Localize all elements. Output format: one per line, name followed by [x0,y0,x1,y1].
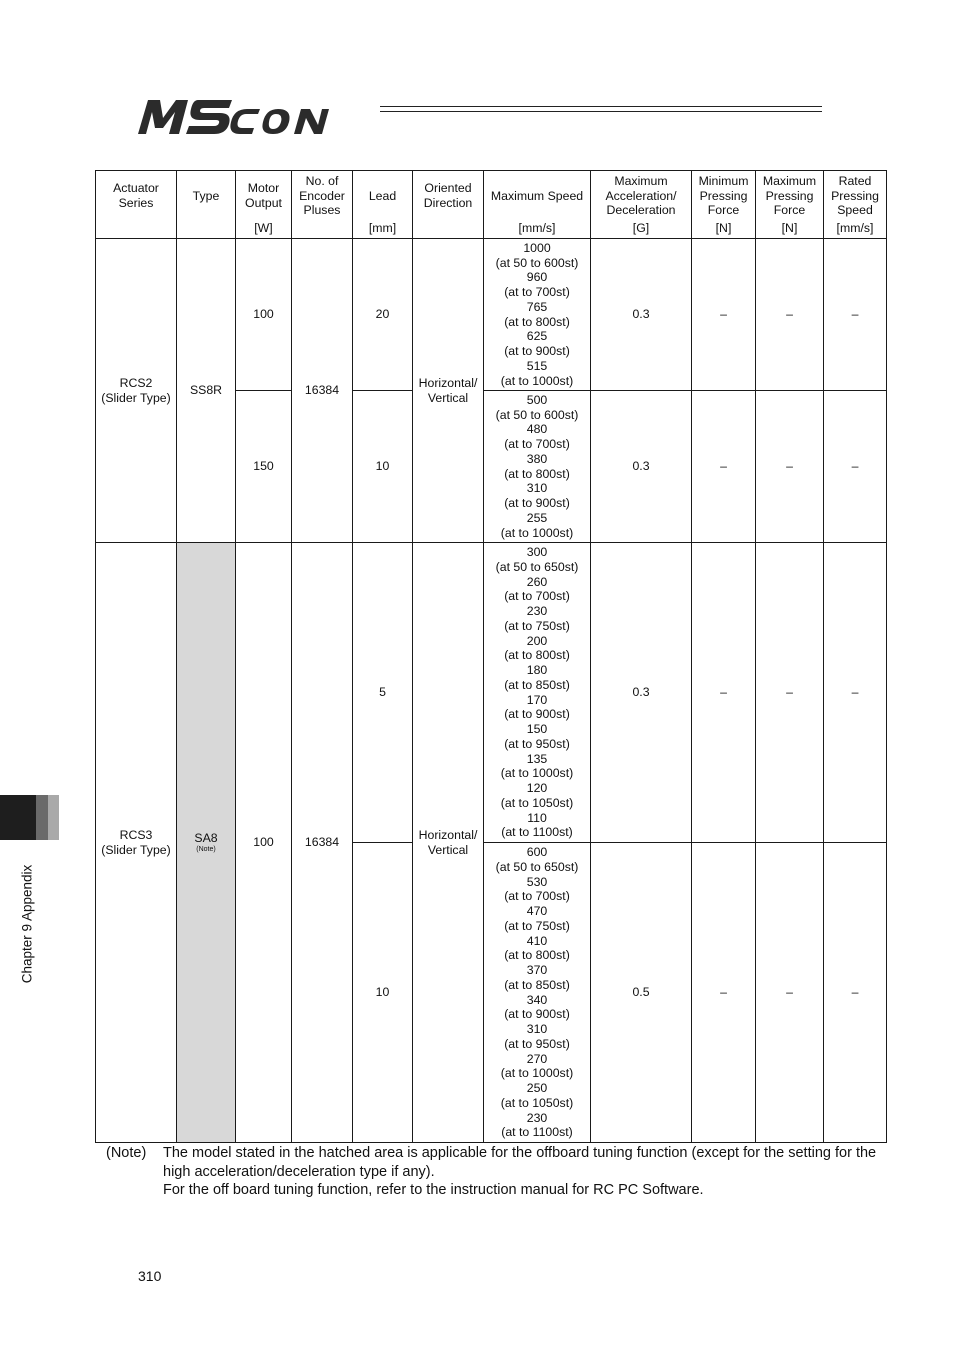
col-header-motor-output: Motor Output [W] [236,171,292,239]
cell-lead: 5 [353,543,413,843]
cell-maximum-speed: 1000 (at 50 to 600st) 960 (at to 700st) 765 (at to 800st) 625 (at to 900st) 515 (at to 1000st) [484,239,591,391]
table-header-row [96,171,887,239]
cell-motor-output: 150 [236,391,292,543]
cell-maximum-speed: 600 (at 50 to 650st) 530 (at to 700st) 470 (at to 750st) 410 (at to 800st) 370 (at to 850st) 340 (at to 900st) 310 (at to 950st) 270 (at to 1000st) 250 (at to 1050st) 230 (at to 1100st) [484,843,591,1143]
col-header-max-pressing-force: Maximum Pressing Force [N] [756,171,824,239]
type-note-mark: (Note) [196,846,216,854]
cell-max-acceleration: 0.5 [591,843,692,1143]
type-value: SA8 [194,830,218,845]
cell-min-pressing-force: – [692,843,756,1143]
cell-min-pressing-force: – [692,391,756,543]
cell-max-pressing-force: – [756,239,824,391]
cell-min-pressing-force: – [692,239,756,391]
note-line-1: The model stated in the hatched area is applicable for the offboard tuning function (except for the setting for the high acceleration/deceleration type if any). [163,1145,877,1180]
col-header-encoder-pulses: No. of Encoder Pluses [292,171,353,239]
cell-max-acceleration: 0.3 [591,391,692,543]
cell-rated-pressing-speed: – [824,843,887,1143]
cell-type: SS8R [177,239,236,543]
cell-motor-output: 100 [236,239,292,391]
chapter-tab-marker [0,795,60,840]
cell-rated-pressing-speed: – [824,239,887,391]
col-header-oriented-direction: Oriented Direction [413,171,484,239]
logo-text: MSCON [136,96,140,97]
cell-max-pressing-force: – [756,843,824,1143]
cell-encoder-pulses: 16384 [292,239,353,543]
cell-maximum-speed: 500 (at 50 to 600st) 480 (at to 700st) 380 (at to 800st) 310 (at to 900st) 255 (at to 1000st) [484,391,591,543]
cell-max-pressing-force: – [756,543,824,843]
cell-oriented-direction: Horizontal/ Vertical [413,239,484,543]
specification-table [95,170,887,1143]
cell-min-pressing-force: – [692,543,756,843]
cell-lead: 10 [353,843,413,1143]
note-line-2: For the off board tuning function, refer to the instruction manual for RC PC Software. [163,1182,704,1198]
note-label: (Note) [106,1145,147,1161]
header-rule-top [380,106,822,107]
cell-rated-pressing-speed: – [824,391,887,543]
cell-max-pressing-force: – [756,391,824,543]
cell-rated-pressing-speed: – [824,543,887,843]
header-rule-bottom [380,111,822,112]
col-header-rated-pressing-speed: Rated Pressing Speed [mm/s] [824,171,887,239]
cell-maximum-speed: 300 (at 50 to 650st) 260 (at to 700st) 230 (at to 750st) 200 (at to 800st) 180 (at to 850st) 170 (at to 900st) 150 (at to 950st) 135 (at to 1000st) 120 (at to 1050st) 110 (at to 1100st) [484,543,591,843]
cell-oriented-direction: Horizontal/ Vertical [413,543,484,1143]
cell-encoder-pulses: 16384 [292,543,353,1143]
cell-max-acceleration: 0.3 [591,239,692,391]
col-header-maximum-speed: Maximum Speed [mm/s] [484,171,591,239]
table-row [96,543,887,843]
chapter-label-text: Chapter 9 Appendix [19,864,35,984]
col-header-actuator-series: Actuator Series [96,171,177,239]
col-header-lead: Lead [mm] [353,171,413,239]
table-row [96,239,887,391]
note-text [163,1144,883,1200]
cell-lead: 20 [353,239,413,391]
cell-max-acceleration: 0.3 [591,543,692,843]
cell-actuator-series: RCS3 (Slider Type) [96,543,177,1143]
mscon-logo [136,96,368,138]
cell-lead: 10 [353,391,413,543]
col-header-type: Type [177,171,236,239]
col-header-max-acceleration: Maximum Acceleration/ Deceleration [G] [591,171,692,239]
page-number: 310 [138,1268,162,1284]
cell-type-hatched [177,543,236,1143]
cell-motor-output: 100 [236,543,292,1143]
cell-actuator-series: RCS2 (Slider Type) [96,239,177,543]
col-header-min-pressing-force: Minimum Pressing Force [N] [692,171,756,239]
